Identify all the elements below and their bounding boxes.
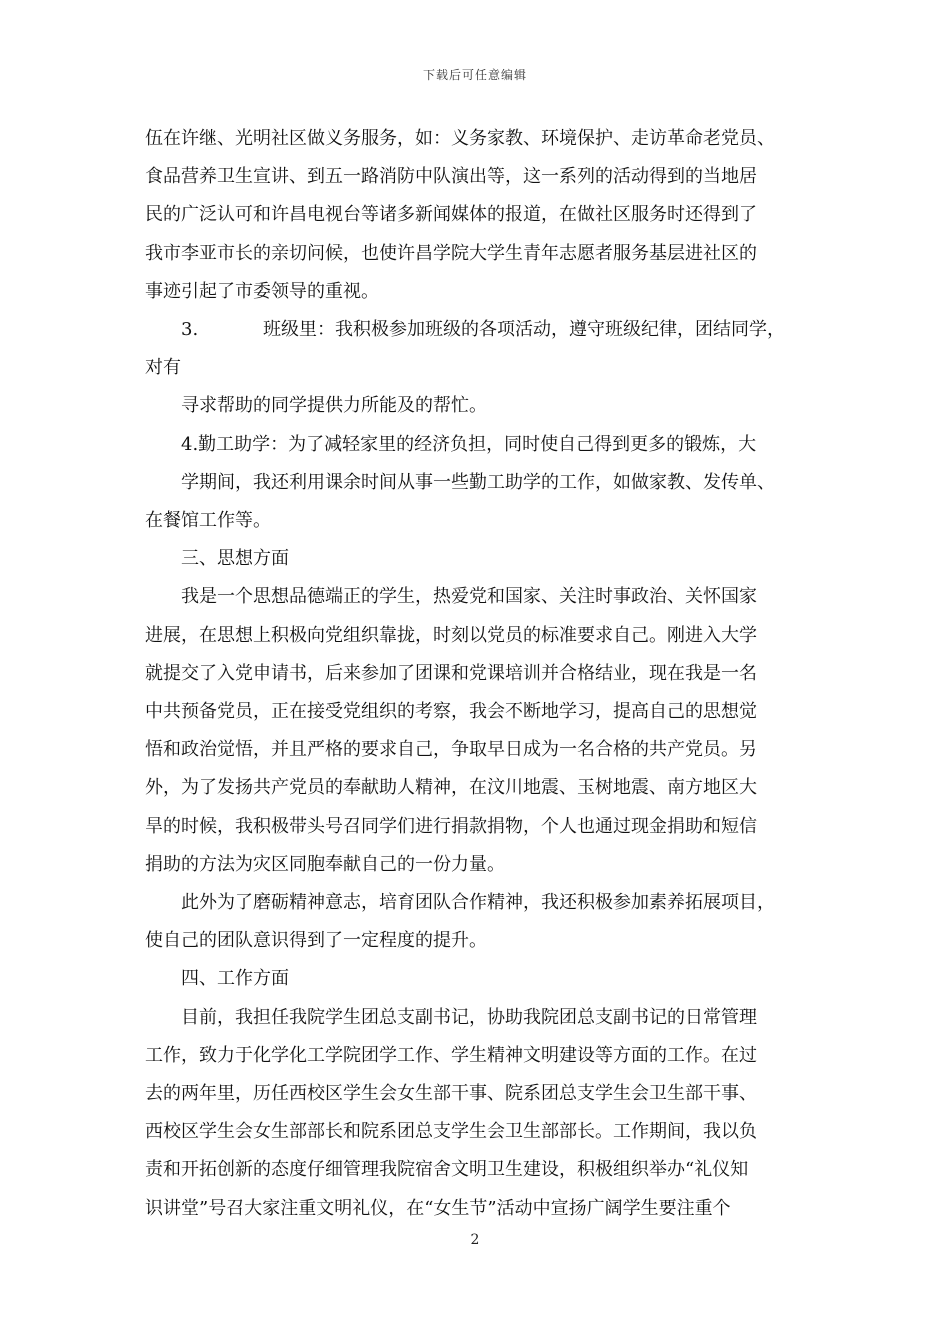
text-line: 旱的时候，我积极带头号召同学们进行捐款捐物，个人也通过现金捐助和短信 bbox=[145, 815, 757, 837]
page-header: 下载后可任意编辑 bbox=[422, 68, 527, 82]
item-number: 3. bbox=[181, 319, 199, 341]
text-line: 目前，我担任我院学生团总支副书记，协助我院团总支副书记的日常管理 bbox=[181, 1006, 757, 1028]
text-line: 责和开拓创新的态度仔细管理我院宿舍文明卫生建设，积极组织举办“礼仪知 bbox=[145, 1159, 749, 1181]
text-line: 捐助的方法为灾区同胞奉献自己的一份力量。 bbox=[145, 853, 505, 875]
text-line: 就提交了入党申请书，后来参加了团课和党课培训并合格结业，现在我是一名 bbox=[145, 662, 757, 684]
text-line: 悟和政治觉悟，并且严格的要求自己，争取早日成为一名合格的共产党员。另 bbox=[145, 739, 757, 761]
text-line: 寻求帮助的同学提供力所能及的帮忙。 bbox=[181, 395, 487, 417]
text-line: 外，为了发扬共产党员的奉献助人精神，在汶川地震、玉树地震、南方地区大 bbox=[145, 777, 757, 799]
page-number: 2 bbox=[470, 1232, 480, 1248]
text-line: 使自己的团队意识得到了一定程度的提升。 bbox=[145, 930, 487, 952]
list-item-4: 4.勤工助学：为了减轻家里的经济负担，同时使自己得到更多的锻炼，大 bbox=[181, 433, 757, 455]
text-line: 工作，致力于化学化工学院团学工作、学生精神文明建设等方面的工作。在过 bbox=[145, 1044, 757, 1066]
text-line: 事迹引起了市委领导的重视。 bbox=[145, 280, 379, 302]
text-line: 对有 bbox=[145, 357, 181, 379]
text-line: 进展，在思想上积极向党组织靠拢，时刻以党员的标准要求自己。刚进入大学 bbox=[145, 624, 757, 646]
document-body bbox=[145, 120, 825, 1228]
text-line: 民的广泛认可和许昌电视台等诸多新闻媒体的报道，在做社区服务时还得到了 bbox=[145, 204, 757, 226]
text-line: 西校区学生会女生部部长和院系团总支学生会卫生部部长。工作期间，我以负 bbox=[145, 1121, 757, 1143]
text-line: 食品营养卫生宣讲、到五一路消防中队演出等，这一系列的活动得到的当地居 bbox=[145, 166, 757, 188]
text-line: 中共预备党员，正在接受党组织的考察，我会不断地学习，提高自己的思想觉 bbox=[145, 701, 757, 723]
section-heading: 四、工作方面 bbox=[181, 968, 289, 990]
section-heading: 三、思想方面 bbox=[181, 548, 289, 570]
item-text: 班级里：我积极参加班级的各项活动，遵守班级纪律，团结同学， bbox=[263, 319, 785, 341]
list-item-3 bbox=[145, 311, 825, 349]
text-line: 去的两年里，历任西校区学生会女生部干事、院系团总支学生会卫生部干事、 bbox=[145, 1083, 757, 1105]
text-line: 在餐馆工作等。 bbox=[145, 510, 271, 532]
text-line: 此外为了磨砺精神意志，培育团队合作精神，我还积极参加素养拓展项目， bbox=[181, 892, 775, 914]
text-line: 伍在许继、光明社区做义务服务，如：义务家教、环境保护、走访革命老党员、 bbox=[145, 128, 775, 149]
text-line: 学期间，我还利用课余时间从事一些勤工助学的工作，如做家教、发传单、 bbox=[181, 471, 775, 493]
text-line: 识讲堂”号召大家注重文明礼仪，在“女生节”活动中宣扬广阔学生要注重个 bbox=[145, 1197, 731, 1219]
text-line: 我是一个思想品德端正的学生，热爱党和国家、关注时事政治、关怀国家 bbox=[181, 586, 757, 608]
text-line: 我市李亚市长的亲切问候，也使许昌学院大学生青年志愿者服务基层进社区的 bbox=[145, 242, 757, 264]
